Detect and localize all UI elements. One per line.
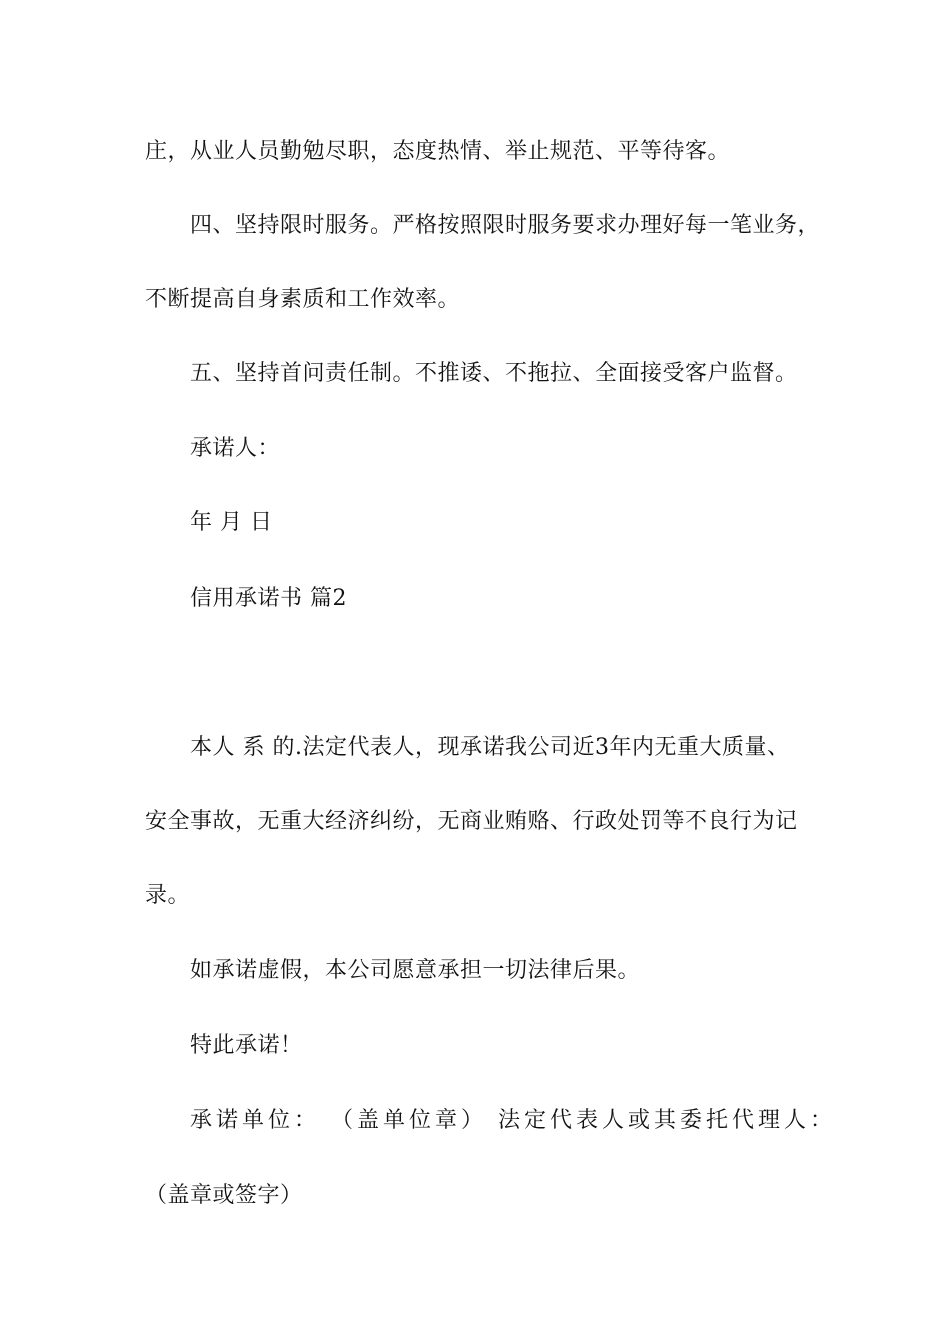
paragraph-line-2: 四、坚持限时服务。严格按照限时服务要求办理好每一笔业务， bbox=[190, 213, 821, 238]
paragraph-line-1: 庄，从业人员勤勉尽职，态度热情、举止规范、平等待客。 bbox=[145, 139, 731, 164]
promisor-label: 承诺人： bbox=[190, 436, 281, 461]
date-line: 年 月 日 bbox=[190, 510, 273, 535]
paragraph-line-7: 录。 bbox=[145, 883, 191, 908]
closing-statement: 特此承诺！ bbox=[190, 1033, 303, 1058]
paragraph-line-4: 五、坚持首问责任制。不推诿、不拖拉、全面接受客户监督。 bbox=[190, 361, 798, 386]
signature-line: 承诺单位： （盖单位章） 法定代表人或其委托代理人： bbox=[190, 1108, 836, 1133]
paragraph-line-5: 本人 系 的.法定代表人，现承诺我公司近3年内无重大质量、 bbox=[190, 735, 790, 760]
section-title: 信用承诺书 篇2 bbox=[190, 586, 347, 611]
signature-note: （盖章或签字） bbox=[145, 1183, 303, 1208]
paragraph-line-3: 不断提高自身素质和工作效率。 bbox=[145, 287, 461, 312]
paragraph-line-8: 如承诺虚假，本公司愿意承担一切法律后果。 bbox=[190, 958, 641, 983]
paragraph-line-6: 安全事故，无重大经济纠纷，无商业贿赂、行政处罚等不良行为记 bbox=[145, 809, 798, 834]
